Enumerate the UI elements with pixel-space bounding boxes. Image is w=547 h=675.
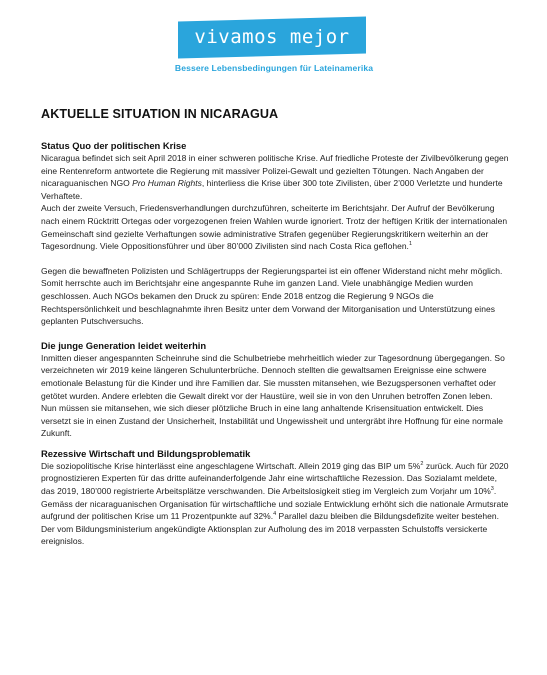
footnote-ref: 1 bbox=[408, 241, 413, 248]
footnote-ref: 2 bbox=[420, 461, 424, 468]
footnote-ref: 3 bbox=[490, 486, 494, 493]
ngo-name: Pro Human Rights bbox=[132, 178, 202, 189]
document-body bbox=[41, 140, 509, 548]
section-heading-political-crisis: Status Quo der politischen Krise bbox=[41, 140, 187, 151]
paragraph: Gegen die bewaffneten Polizisten und Schlägertrupps der Regierungspartei ist ein offener Widerstand nicht mehr möglich. Somit herrschte auch im Berichtsjahr eine angespannte Ruhe im ganzen Land. Viele unabhängige Medien wurden geschlossen. Auch NGOs bekamen den Druck zu spüren: Ende 2018 entzog die Regierung 9 NGOs die Rechtspersönlichkeit und beschlagnahmte ihren Besitz unter dem Vorwand der Mitorganisation und Unterstützung eines geplanten Putschversuchs. bbox=[41, 265, 503, 327]
logo-tagline: Bessere Lebensbedingungen für Lateinamerika bbox=[174, 63, 374, 73]
paragraph: Nun müssen sie mitansehen, wie sich dieser plötzliche Bruch in eine lang anhaltende Krisensituation entwickelt. Dies versetzt sie in einen Zustand der Unsicherheit, Instabilität und Ungewissheit und untergräbt ihre Hoffnung für eine normale Zukunft. bbox=[41, 403, 504, 439]
paragraph: Die soziopolitische Krise hinterlässt eine angeschlagene Wirtschaft. Allein 2019 ging das BIP um 5%$^2$ zurück. Auch für 2020 prognostizieren Experten für das dritte aufeinanderfolgende Jahr eine wirtschaftliche Rezession. Das Sozialamt meldete, das 2019, 180’000 registrierte Arbeitsplätze verschwanden. Die Arbeitslosigkeit stieg im Vergleich zum Vorjahr um 10%$^3$. Gemäss der nicaraguanischen Organisation für wirtschaftliche und soziale Entwicklung erhöht sich die nationale Armutsrate aufgrund der politischen Krise um 11 Prozentpunkte auf 32%.$^4$ Parallel dazu bleiben die Bildungsdefizite weiter bestehen. Der vom Bildungsministerium angekündigte Aktionsplan zur Aufholung des im 2018 verpassten Schulstoffs versickerte ereignislos. bbox=[41, 460, 509, 547]
paragraph: Nicaragua befindet sich seit April 2018 in einer schweren politische Krise. Auf friedliche Proteste der Zivilbevölkerung gegen eine Rentenreform antwortete die Regierung mit massiver Polizei-Gewalt und gezielten Tötungen. Nach Angaben der nicaraguanischen NGO Pro Human Rights, hinterliess die Krise über 300 tote Zivilisten, über 2’000 Verletzte und hunderte Verhaftete. bbox=[41, 153, 509, 201]
paragraph: Auch der zweite Versuch, Friedensverhandlungen durchzuführen, scheiterte im Berichtsjahr. Der Aufruf der Bevölkerung nach einem Rücktritt Ortegas oder vorgezogenen freien Wahlen wurde ignoriert. Trotz der heftigen Kritik der internationalen Gemeinschaft sind gezielte Verhaftungen sowie administrative Strafen gegenüber Regierungskritikern weiterhin an der Tagesordnung. Viele Oppositionsführer und über 80’000 Zivilisten sind nach Costa Rica geflohen.$^1$ bbox=[41, 203, 508, 252]
page-title: AKTUELLE SITUATION IN NICARAGUA bbox=[41, 107, 279, 121]
paragraph: Inmitten dieser angespannten Scheinruhe sind die Schulbetriebe mehrheitlich wieder zur Tagesordnung übergegangen. So verzeichneten wir 2019 keine längeren Schulunterbrüche. Dennoch stellten die gewaltsamen Ereignisse eine schwere emotionale Belastung für die Kinder und ihre Familien dar. Sie mussten mitansehen, wie Bezugspersonen verhaftet oder getötet wurden. Andere erlebten die Gewalt direkt vor der Haustüre, weil sie in von den Unruhen betroffen Zonen leben. bbox=[41, 352, 505, 401]
section-heading-economy-education: Rezessive Wirtschaft und Bildungsproblematik bbox=[41, 447, 251, 459]
footnote-ref: 4 bbox=[273, 511, 277, 518]
logo-wordmark: vivamos mejor bbox=[194, 26, 350, 48]
section-heading-young-generation: Die junge Generation leidet weiterhin bbox=[41, 339, 207, 351]
